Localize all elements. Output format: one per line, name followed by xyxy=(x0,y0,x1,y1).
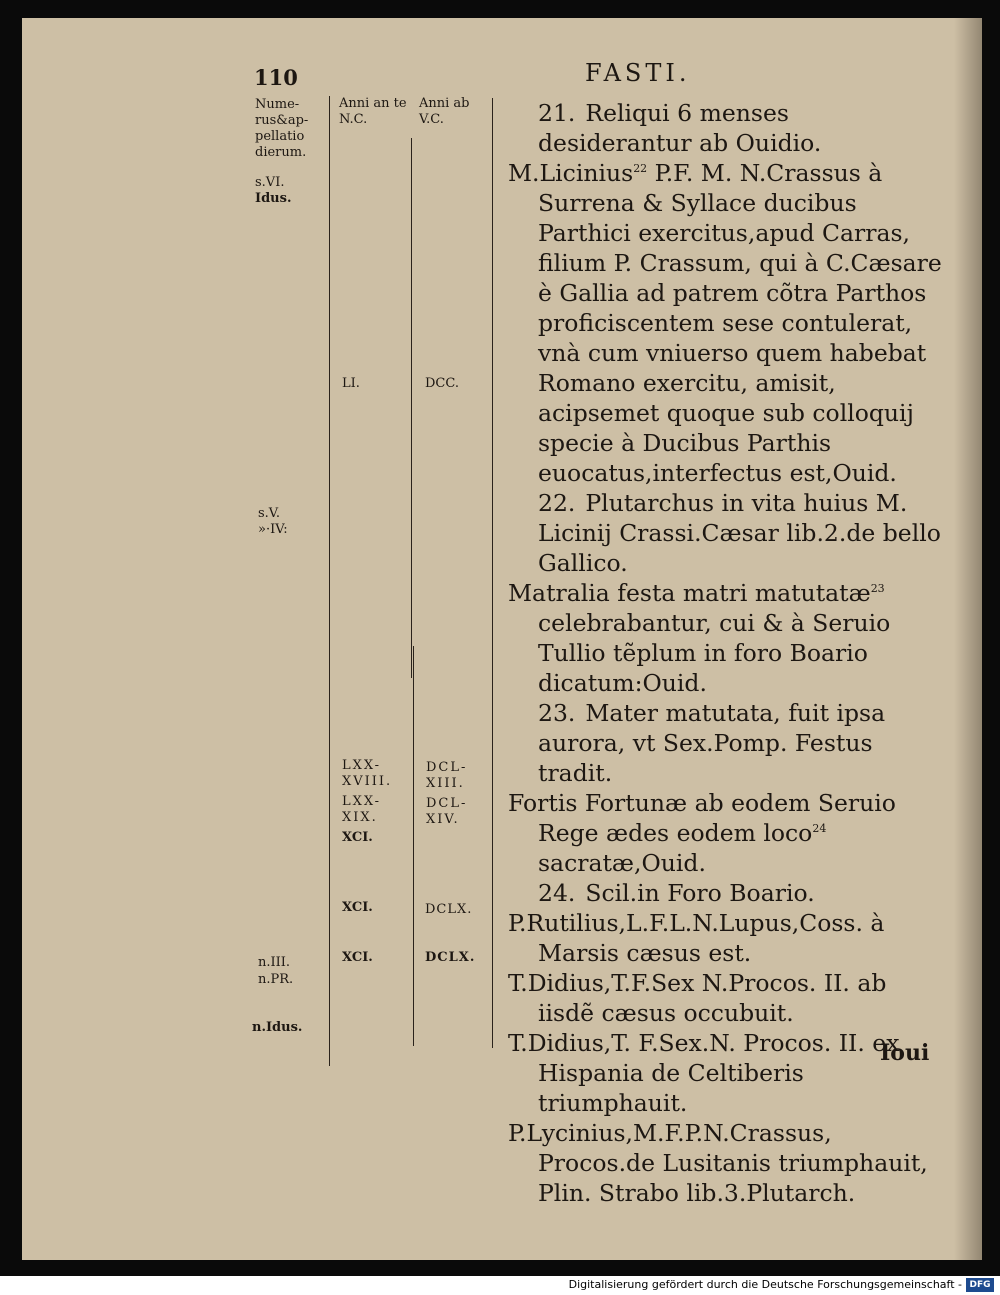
footnote-23 xyxy=(508,698,948,788)
entry-text: P.F. M. N.Crassus à Surrena & Syllace ducibus Parthici exercitus,apud Carras, filium P. Crassum, qui à C.Cæsare è Gallia ad patrem cõtra Parthos proficiscentem sese contulerat, vnà cum vniuerso quem habebat Romano exercitu, amisit, acipsemet quoque sub colloquij specie à Ducibus Parthis euocatus,interfectus est,Ouid. xyxy=(538,159,942,487)
margin-auc-3: DCL-XIV. xyxy=(426,796,468,827)
digitization-footer xyxy=(0,1276,1000,1295)
entry-didius-2: T.Didius,T. F.Sex.N. Procos. II. ex Hispania de Celtiberis triumphauit. xyxy=(508,1029,900,1117)
entry-lycinius: P.Lycinius,M.F.P.N.Crassus, Procos.de Lusitanis triumphauit, Plin. Strabo lib.3.Plutarch. xyxy=(508,1119,928,1207)
margin-day-1: s.VI. xyxy=(255,175,285,190)
entry-rutilius: P.Rutilius,L.F.L.N.Lupus,Coss. à Marsis cæsus est. xyxy=(508,909,885,967)
entry-text: Fortis Fortunæ ab eodem Seruio Rege ædes eodem loco xyxy=(508,789,896,847)
margin-day-4: »·IV: xyxy=(258,522,288,537)
footnote-number: 24. xyxy=(538,879,576,907)
margin-day-7: n.Idus. xyxy=(252,1020,303,1035)
column-rule-2a xyxy=(411,138,412,678)
running-head: FASTI. xyxy=(585,59,691,87)
margin-auc-4: DCLX. xyxy=(425,902,473,917)
entry-fortis-fortunae xyxy=(508,788,948,878)
entry-text: M.Licinius xyxy=(508,159,634,187)
footnote-text: Scil.in Foro Boario. xyxy=(585,879,815,907)
footnote-text: Plutarchus in vita huius M. Licinij Crassi.Cæsar lib.2.de bello Gallico. xyxy=(538,489,941,577)
footnote-ref-23: 23 xyxy=(870,582,885,596)
entry-matralia xyxy=(508,578,948,698)
footnote-number: 21. xyxy=(538,99,576,127)
column-rule-2b xyxy=(413,646,414,1046)
entry-didius-1: T.Didius,T.F.Sex N.Procos. II. ab iisdẽ cæsus occubuit. xyxy=(508,969,887,1027)
column-header-anc: Anni an te N.C. xyxy=(339,96,407,127)
footnote-number: 22. xyxy=(538,489,576,517)
margin-auc-2: DCL-XIII. xyxy=(426,760,468,791)
margin-day-3: s.V. xyxy=(258,506,281,521)
column-header-day: Nume-rus&ap-pellatio dierum. xyxy=(255,97,309,160)
footnote-21 xyxy=(508,98,948,158)
dfg-logo-icon: DFG xyxy=(966,1278,994,1292)
column-rule-1 xyxy=(329,96,330,1066)
margin-anc-6: XCI. xyxy=(342,950,373,965)
margin-anc-4: XCI. xyxy=(342,830,373,845)
column-header-auc: Anni ab V.C. xyxy=(419,96,470,127)
column-rule-3 xyxy=(492,98,493,1048)
footer-credit: Digitalisierung gefördert durch die Deutsche Forschungsgemeinschaft - xyxy=(568,1278,962,1291)
footnote-text: Reliqui 6 menses desiderantur ab Ouidio. xyxy=(538,99,822,157)
margin-anc-3: LXX-XIX. xyxy=(342,794,382,825)
footnote-22 xyxy=(508,488,948,578)
margin-day-2: Idus. xyxy=(255,191,292,206)
margin-day-6: n.PR. xyxy=(258,972,294,987)
margin-anc-2: LXX-XVIII. xyxy=(342,758,393,789)
margin-anc-1: LI. xyxy=(342,376,360,391)
footnote-ref-24: 24 xyxy=(812,822,827,836)
entry-text: celebrabantur, cui & à Seruio Tullio tẽplum in foro Boario dicatum:Ouid. xyxy=(538,609,891,697)
margin-anc-5: XCI. xyxy=(342,900,373,915)
footnote-text: Mater matutata, fuit ipsa aurora, vt Sex.Pomp. Festus tradit. xyxy=(538,699,886,787)
footnote-number: 23. xyxy=(538,699,576,727)
footnote-24 xyxy=(508,878,948,908)
margin-auc-5: DCLX. xyxy=(425,950,476,965)
entry-licinius-crassus xyxy=(508,158,948,488)
book-page xyxy=(22,18,982,1260)
footnote-ref-22: 22 xyxy=(633,162,648,176)
entry-text: Matralia festa matri matutatæ xyxy=(508,579,871,607)
entry-text: sacratæ,Ouid. xyxy=(538,849,706,877)
catchword: Ioui xyxy=(880,1040,930,1066)
margin-auc-1: DCC. xyxy=(425,376,459,391)
page-number: 110 xyxy=(254,65,298,90)
margin-day-5: n.III. xyxy=(258,955,291,970)
